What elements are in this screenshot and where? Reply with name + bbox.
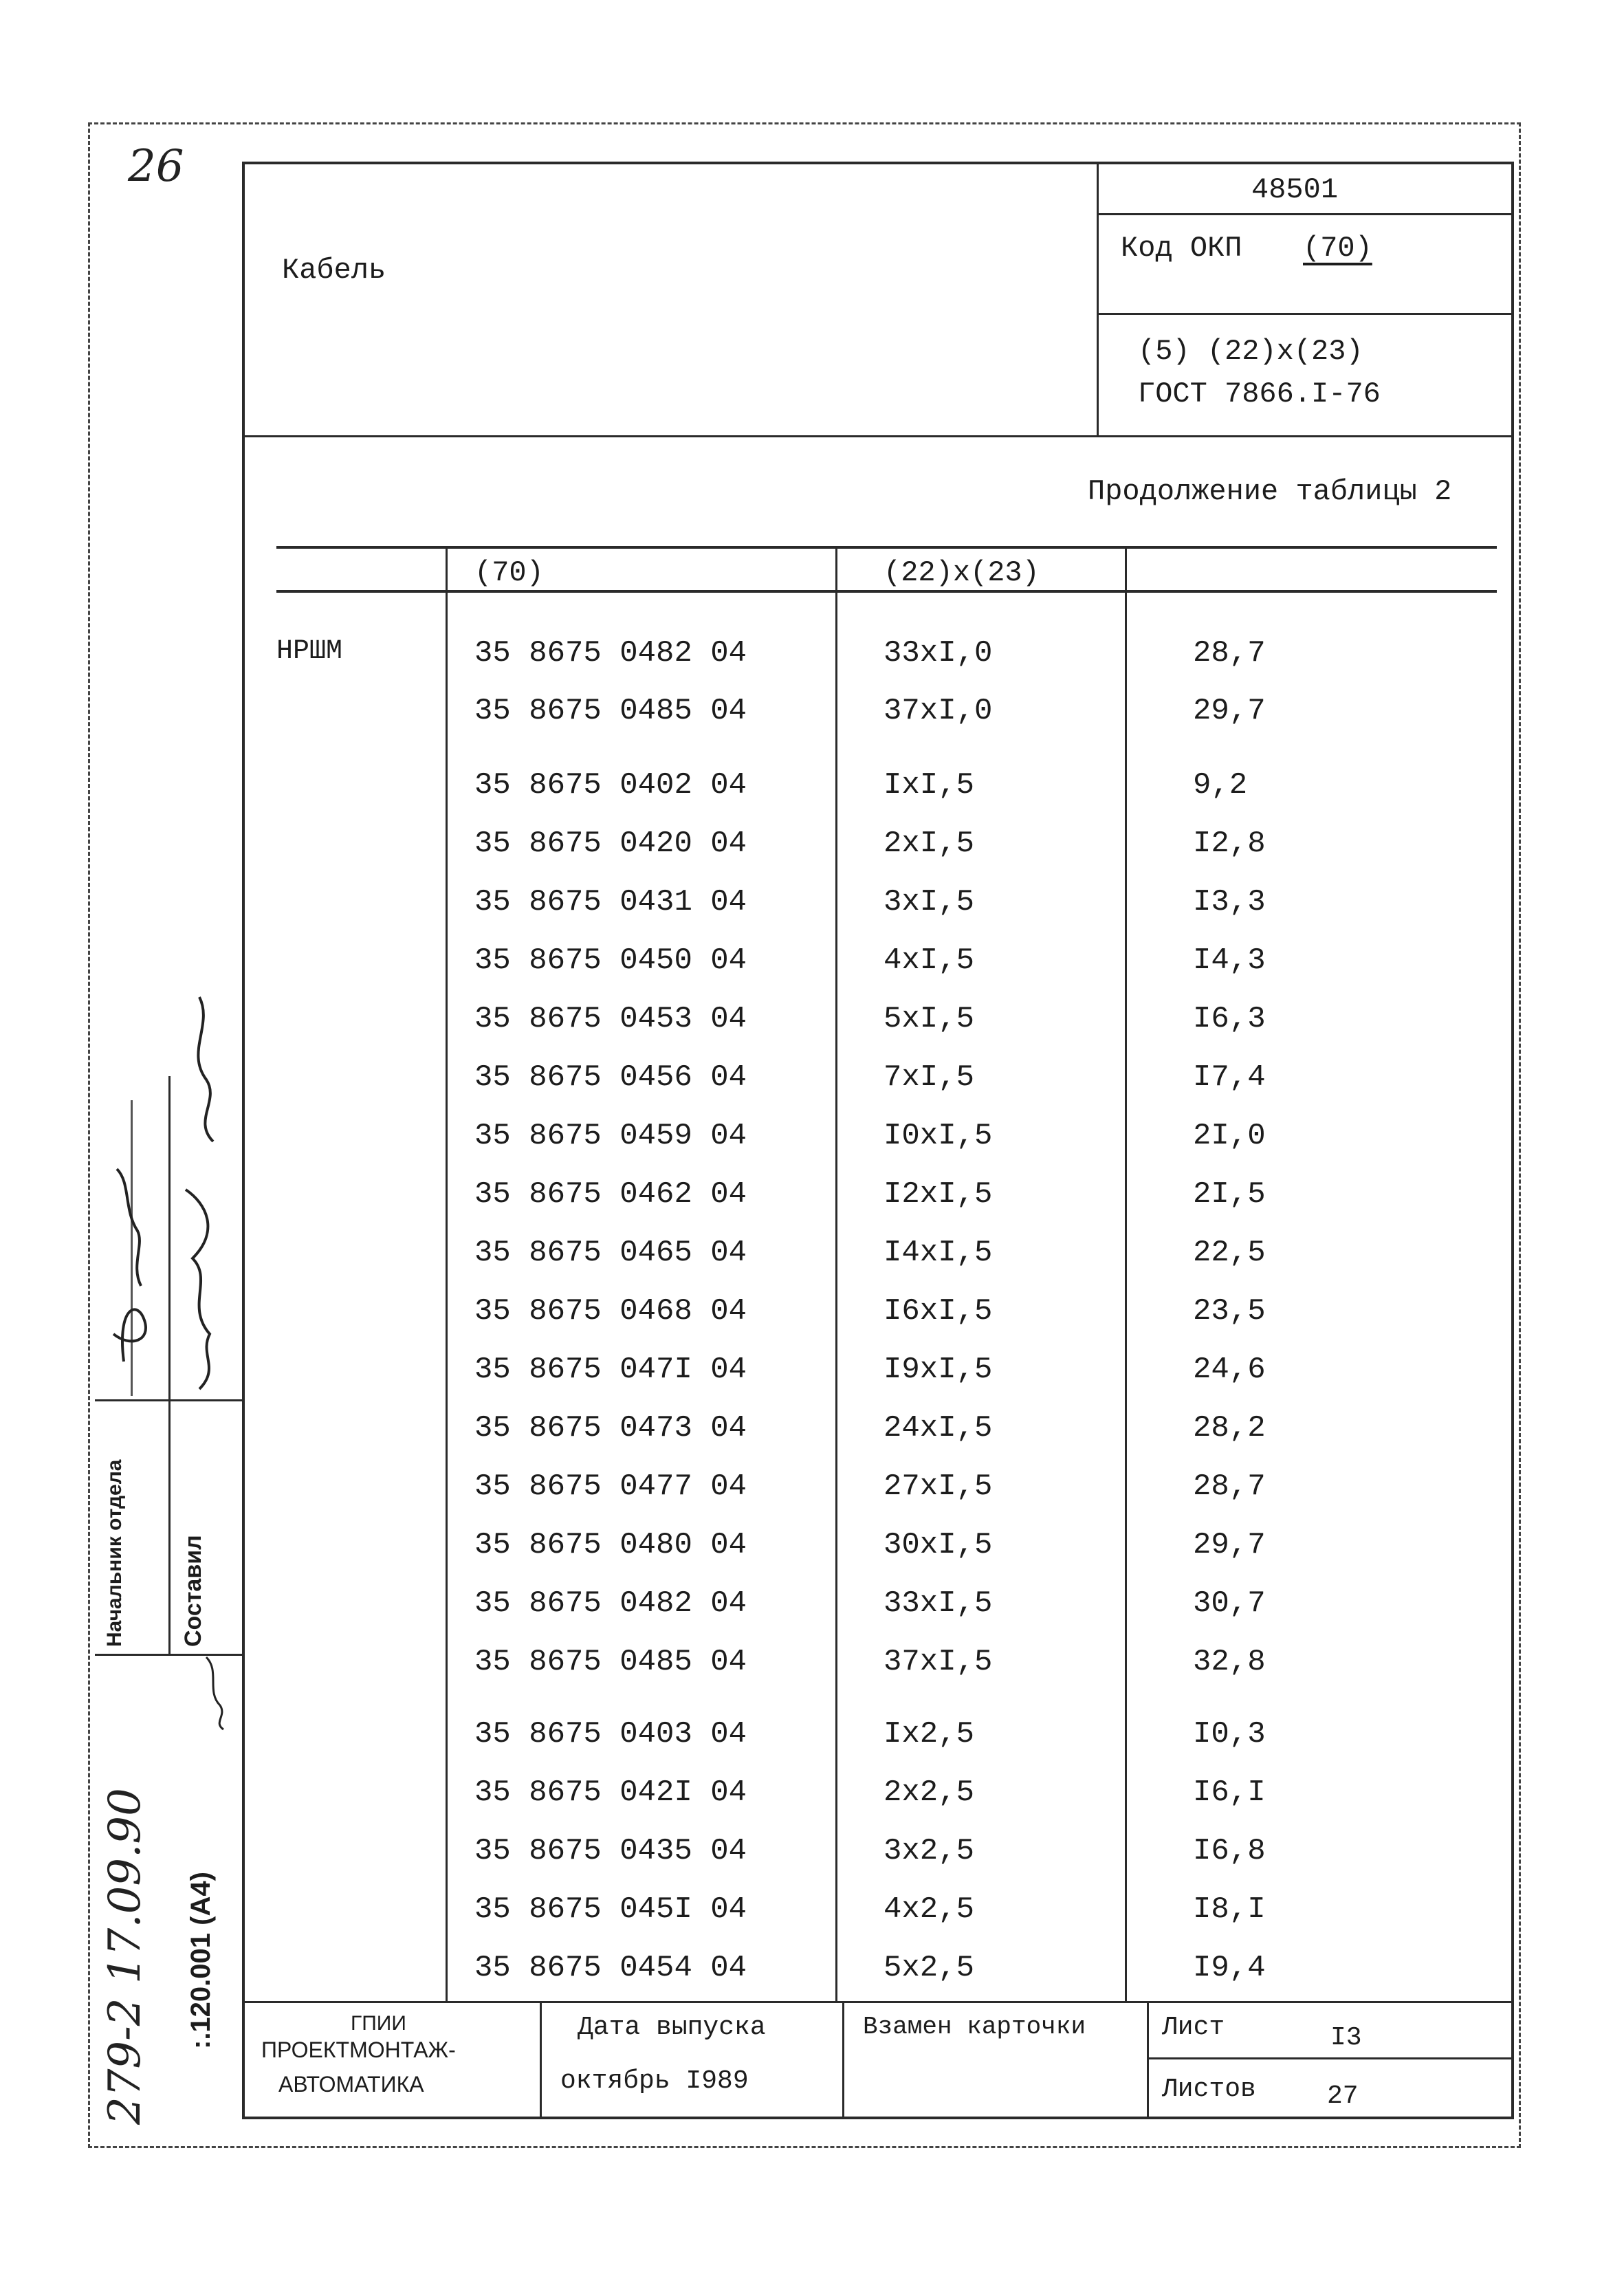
footer-sheet-divider <box>1147 2057 1513 2059</box>
card-bottom-border <box>242 2117 1514 2119</box>
value-cell: 2I,0 <box>1193 1119 1266 1153</box>
size-cell: 37хI,5 <box>884 1645 993 1679</box>
margin-head-of-dept-text: Начальник отдела <box>103 1459 126 1647</box>
card-top-border <box>242 162 1514 164</box>
size-cell: I0хI,5 <box>884 1119 993 1153</box>
value-cell: I6,8 <box>1193 1834 1266 1868</box>
value-cell: 28,2 <box>1193 1411 1266 1445</box>
size-cell: 5хI,5 <box>884 1002 975 1036</box>
header-divider-2 <box>1097 313 1513 315</box>
okp-code-cell: 35 8675 0402 04 <box>474 768 747 802</box>
margin-head-of-dept <box>103 1420 127 1647</box>
okp-code-cell: 35 8675 0431 04 <box>474 885 747 919</box>
value-cell: 2I,5 <box>1193 1177 1266 1212</box>
value-cell: 29,7 <box>1193 1528 1266 1562</box>
value-cell: I6,I <box>1193 1775 1266 1810</box>
release-date: октябрь I989 <box>560 2066 749 2096</box>
margin-compiled <box>180 1420 207 1647</box>
okp-code-cell: 35 8675 045I 04 <box>474 1892 747 1927</box>
value-cell: I4,3 <box>1193 943 1266 978</box>
margin-box-mid <box>168 1076 171 1654</box>
okp-code-cell: 35 8675 0454 04 <box>474 1951 747 1985</box>
table-col-line-3 <box>1125 547 1127 2002</box>
value-cell: 29,7 <box>1193 694 1266 728</box>
margin-handwritten-note: 279-2 17.09.90 <box>100 1788 151 2125</box>
okp-code-cell: 35 8675 0450 04 <box>474 943 747 978</box>
size-cell: 7хI,5 <box>884 1060 975 1095</box>
page-number: 26 <box>128 141 184 192</box>
okp-label: Код ОКП <box>1121 232 1242 265</box>
size-cell: 2х2,5 <box>884 1775 975 1810</box>
okp-code-cell: 35 8675 0468 04 <box>474 1294 747 1329</box>
okp-code-cell: 35 8675 0480 04 <box>474 1528 747 1562</box>
sheet-value: I3 <box>1330 2023 1362 2053</box>
margin-compiled-text: Составил <box>180 1535 206 1647</box>
okp-code-cell: 35 8675 0459 04 <box>474 1119 747 1153</box>
size-cell: 33хI,0 <box>884 636 993 670</box>
okp-code-cell: 35 8675 042I 04 <box>474 1775 747 1810</box>
card-code: 48501 <box>1251 173 1339 206</box>
okp-code-cell: 35 8675 0477 04 <box>474 1469 747 1504</box>
okp-code-cell: 35 8675 0453 04 <box>474 1002 747 1036</box>
size-cell: 27хI,5 <box>884 1469 993 1504</box>
value-cell: I2,8 <box>1193 827 1266 861</box>
footer-div-2 <box>842 2002 844 2118</box>
okp-code-cell: 35 8675 0482 04 <box>474 1586 747 1621</box>
replaces-label: Взамен карточки <box>863 2013 1086 2041</box>
value-cell: 30,7 <box>1193 1586 1266 1621</box>
size-cell: 30хI,5 <box>884 1528 993 1562</box>
size-cell: 37хI,0 <box>884 694 993 728</box>
size-cell: 5х2,5 <box>884 1951 975 1985</box>
signature-head <box>103 1128 165 1403</box>
sheet-label: Лист <box>1162 2013 1225 2042</box>
value-cell: 23,5 <box>1193 1294 1266 1329</box>
okp-code-cell: 35 8675 0403 04 <box>474 1717 747 1751</box>
okp-code-cell: 35 8675 0485 04 <box>474 694 747 728</box>
size-cell: I2хI,5 <box>884 1177 993 1212</box>
okp-code-cell: 35 8675 0435 04 <box>474 1834 747 1868</box>
value-cell: 28,7 <box>1193 1469 1266 1504</box>
value-cell: I3,3 <box>1193 885 1266 919</box>
okp-code-cell: 35 8675 0485 04 <box>474 1645 747 1679</box>
size-cell: 3х2,5 <box>884 1834 975 1868</box>
okp-code-cell: 35 8675 0465 04 <box>474 1236 747 1270</box>
table-header-size: (22)х(23) <box>884 556 1040 589</box>
size-cell: I4хI,5 <box>884 1236 993 1270</box>
size-cell: 3хI,5 <box>884 885 975 919</box>
signature-small <box>199 1650 234 1733</box>
size-cell: 4х2,5 <box>884 1892 975 1927</box>
footer-div-3 <box>1147 2002 1149 2118</box>
margin-doc-code: :.120.001 (А4) <box>186 1872 216 2049</box>
header-divider-1 <box>1097 213 1513 215</box>
sheets-label: Листов <box>1162 2075 1256 2104</box>
spec-line: (5) (22)х(23) <box>1138 335 1363 368</box>
table-col-line-2 <box>835 547 837 2002</box>
okp-code-cell: 35 8675 0482 04 <box>474 636 747 670</box>
table-bottom-line <box>242 2001 1514 2003</box>
card-right-border <box>1511 162 1514 2118</box>
value-cell: 22,5 <box>1193 1236 1266 1270</box>
okp-code-cell: 35 8675 0456 04 <box>474 1060 747 1095</box>
org-line-2: ПРОЕКТМОНТАЖ- <box>261 2037 456 2062</box>
header-divider-vertical <box>1097 162 1099 437</box>
okp-code-cell: 35 8675 047I 04 <box>474 1353 747 1387</box>
product-title: Кабель <box>282 254 386 287</box>
value-cell: I0,3 <box>1193 1717 1266 1751</box>
table-header-code: (70) <box>474 556 544 589</box>
table-header-bottom <box>276 590 1497 593</box>
size-cell: I6хI,5 <box>884 1294 993 1329</box>
org-line-1: ГПИИ <box>351 2012 406 2035</box>
standard: ГОСТ 7866.I-76 <box>1138 378 1381 411</box>
size-cell: 2хI,5 <box>884 827 975 861</box>
value-cell: 9,2 <box>1193 768 1248 802</box>
value-cell: I6,3 <box>1193 1002 1266 1036</box>
size-cell: Iх2,5 <box>884 1717 975 1751</box>
org-line-3: АВТОМАТИКА <box>278 2072 424 2097</box>
size-cell: 33хI,5 <box>884 1586 993 1621</box>
value-cell: 28,7 <box>1193 636 1266 670</box>
footer-div-1 <box>540 2002 542 2118</box>
size-cell: 24хI,5 <box>884 1411 993 1445</box>
okp-code-cell: 35 8675 0420 04 <box>474 827 747 861</box>
value-cell: I8,I <box>1193 1892 1266 1927</box>
header-bottom-line <box>242 435 1514 437</box>
signature-compiled <box>172 983 241 1396</box>
release-label: Дата выпуска <box>578 2013 766 2042</box>
okp-code-cell: 35 8675 0462 04 <box>474 1177 747 1212</box>
table-col-line-1 <box>446 547 448 2002</box>
value-cell: I9,4 <box>1193 1951 1266 1985</box>
okp-code-cell: 35 8675 0473 04 <box>474 1411 747 1445</box>
table-caption: Продолжение таблицы 2 <box>1088 475 1452 508</box>
size-cell: I9хI,5 <box>884 1353 993 1387</box>
card-left-border <box>242 162 245 2118</box>
size-cell: IхI,5 <box>884 768 975 802</box>
value-cell: 32,8 <box>1193 1645 1266 1679</box>
okp-value: (70) <box>1303 232 1372 265</box>
sheets-value: 27 <box>1327 2081 1359 2111</box>
outer-frame <box>88 122 1521 2148</box>
value-cell: I7,4 <box>1193 1060 1266 1095</box>
size-cell: 4хI,5 <box>884 943 975 978</box>
brand-label: НРШМ <box>276 636 343 667</box>
table-header-top <box>276 546 1497 549</box>
value-cell: 24,6 <box>1193 1353 1266 1387</box>
